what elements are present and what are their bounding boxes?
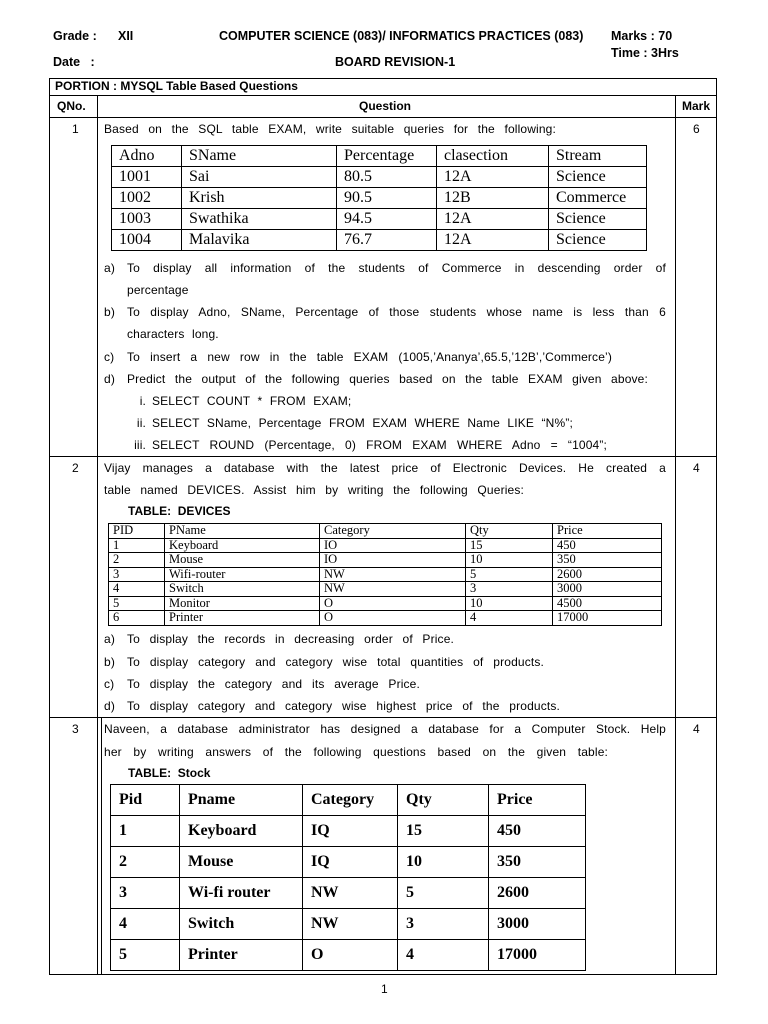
divider (49, 717, 717, 718)
table-cell: 10 (466, 596, 553, 611)
table-cell: 1003 (112, 209, 182, 230)
table-header-cell: PID (109, 524, 165, 539)
table-cell: 1002 (112, 188, 182, 209)
table-cell: IQ (303, 847, 398, 878)
question-intro: Based on the SQL table EXAM, write suitable queries for the following: (104, 122, 556, 136)
table-cell: Keyboard (165, 538, 320, 553)
table-cell: Switch (180, 909, 303, 940)
item-label: b) (104, 655, 115, 669)
item-text: To display the category and its average Price. (127, 677, 420, 691)
table-header-cell: Pid (111, 785, 180, 816)
table-cell: 12A (437, 230, 549, 251)
item-text: characters long. (127, 327, 219, 341)
table-cell: O (320, 611, 466, 626)
table-cell: 1 (111, 816, 180, 847)
table-cell: NW (320, 582, 466, 597)
portion-title: PORTION : MYSQL Table Based Questions (55, 79, 298, 93)
item-label: d) (104, 372, 115, 386)
table-cell: 15 (398, 816, 489, 847)
table-title: TABLE: DEVICES (128, 504, 231, 518)
table-cell: 76.7 (337, 230, 437, 251)
exam-table (111, 145, 647, 251)
table-cell: 2 (111, 847, 180, 878)
table-row (111, 940, 586, 971)
table-cell: 2 (109, 553, 165, 568)
table-cell: Krish (182, 188, 337, 209)
table-cell: IQ (303, 816, 398, 847)
item-text: To display category and category wise total quantities of products. (127, 655, 544, 669)
divider (49, 456, 717, 457)
item-label: d) (104, 699, 115, 713)
divider (49, 117, 717, 118)
table-cell: 350 (553, 553, 662, 568)
table-cell: 3 (466, 582, 553, 597)
table-cell: Swathika (182, 209, 337, 230)
table-row (109, 596, 662, 611)
table-cell: 10 (466, 553, 553, 568)
table-cell: 17000 (553, 611, 662, 626)
table-cell: NW (303, 909, 398, 940)
column-header-question: Question (359, 99, 412, 113)
table-cell: Monitor (165, 596, 320, 611)
time-allowed: Time : 3Hrs (611, 46, 679, 60)
table-header-cell: Price (553, 524, 662, 539)
table-cell: 1001 (112, 167, 182, 188)
table-row (112, 167, 647, 188)
table-cell: 12A (437, 167, 549, 188)
table-cell: 450 (489, 816, 586, 847)
table-cell: Wifi-router (165, 567, 320, 582)
table-cell: 94.5 (337, 209, 437, 230)
table-cell: 5 (466, 567, 553, 582)
table-cell: O (303, 940, 398, 971)
exam-title: COMPUTER SCIENCE (083)/ INFORMATICS PRACTICES (083) (219, 29, 584, 43)
question-mark: 4 (693, 722, 700, 736)
table-header-row (112, 146, 647, 167)
table-cell: Wi-fi router (180, 878, 303, 909)
table-cell: 4 (398, 940, 489, 971)
item-label: c) (104, 350, 115, 364)
table-header-cell: Category (303, 785, 398, 816)
table-header-cell: Price (489, 785, 586, 816)
table-cell: IO (320, 553, 466, 568)
table-row (112, 188, 647, 209)
table-cell: 1 (109, 538, 165, 553)
subitem-label: ii. (136, 416, 146, 430)
question-number: 2 (72, 461, 79, 475)
subitem-text: SELECT SName, Percentage FROM EXAM WHERE Name LIKE “N%”; (152, 416, 573, 430)
divider (49, 95, 717, 96)
table-row (109, 582, 662, 597)
table-cell: Malavika (182, 230, 337, 251)
item-text: To insert a new row in the table EXAM (1005,’Ananya’,65.5,’12B’,’Commerce’) (127, 350, 612, 364)
grade-value: XII (118, 29, 134, 43)
stock-table (110, 784, 586, 971)
table-cell: 5 (398, 878, 489, 909)
subitem-text: SELECT COUNT * FROM EXAM; (152, 394, 352, 408)
column-divider (97, 95, 98, 975)
table-row (111, 816, 586, 847)
table-header-cell: Stream (549, 146, 647, 167)
table-cell: 350 (489, 847, 586, 878)
column-header-qno: QNo. (57, 99, 86, 113)
item-text: percentage (127, 283, 189, 297)
item-text: To display the records in decreasing order of Price. (127, 632, 454, 646)
table-row (111, 847, 586, 878)
table-cell: 4 (466, 611, 553, 626)
table-cell: 5 (109, 596, 165, 611)
marks-total: Marks : 70 (611, 29, 673, 43)
table-cell: Keyboard (180, 816, 303, 847)
question-text: Naveen, a database administrator has designed a database for a Computer Stock. Help (104, 722, 666, 736)
table-cell: Mouse (165, 553, 320, 568)
table-cell: 450 (553, 538, 662, 553)
table-cell: 17000 (489, 940, 586, 971)
column-divider (101, 717, 102, 975)
question-mark: 6 (693, 122, 700, 136)
table-row (111, 878, 586, 909)
table-cell: 3 (111, 878, 180, 909)
table-cell: IO (320, 538, 466, 553)
item-text: To display all information of the students of Commerce in descending order of (127, 261, 666, 275)
table-cell: Sai (182, 167, 337, 188)
table-header-cell: clasection (437, 146, 549, 167)
item-label: c) (104, 677, 115, 691)
table-cell: 10 (398, 847, 489, 878)
subitem-text: SELECT ROUND (Percentage, 0) FROM EXAM WHERE Adno = “1004”; (152, 438, 607, 452)
grade-label: Grade : (53, 29, 97, 43)
date-label: Date : (53, 55, 95, 69)
table-cell: 2600 (553, 567, 662, 582)
table-cell: 2600 (489, 878, 586, 909)
table-cell: 90.5 (337, 188, 437, 209)
table-cell: 80.5 (337, 167, 437, 188)
table-cell: Printer (180, 940, 303, 971)
exam-subtitle: BOARD REVISION-1 (335, 55, 456, 69)
subitem-label: iii. (134, 438, 146, 452)
question-mark: 4 (693, 461, 700, 475)
table-cell: 12A (437, 209, 549, 230)
table-row (111, 909, 586, 940)
item-label: b) (104, 305, 115, 319)
question-text: Vijay manages a database with the latest price of Electronic Devices. He created a (104, 461, 666, 475)
table-title: TABLE: Stock (128, 766, 211, 780)
table-cell: O (320, 596, 466, 611)
table-row (112, 230, 647, 251)
table-cell: Science (549, 230, 647, 251)
table-cell: 3 (398, 909, 489, 940)
item-text: Predict the output of the following queries based on the table EXAM given above: (127, 372, 648, 386)
table-cell: NW (320, 567, 466, 582)
table-header-cell: Qty (398, 785, 489, 816)
table-header-cell: SName (182, 146, 337, 167)
column-header-mark: Mark (682, 99, 711, 113)
table-cell: 12B (437, 188, 549, 209)
table-row (109, 611, 662, 626)
table-cell: 3000 (489, 909, 586, 940)
table-row (109, 538, 662, 553)
question-text: her by writing answers of the following questions based on the given table: (104, 745, 608, 759)
item-text: To display Adno, SName, Percentage of those students whose name is less than 6 (127, 305, 666, 319)
table-cell: NW (303, 878, 398, 909)
table-header-cell: Adno (112, 146, 182, 167)
table-row (109, 567, 662, 582)
table-cell: Mouse (180, 847, 303, 878)
item-text: To display category and category wise highest price of the products. (127, 699, 560, 713)
item-label: a) (104, 632, 115, 646)
table-header-row (111, 785, 586, 816)
table-header-cell: PName (165, 524, 320, 539)
table-cell: 1004 (112, 230, 182, 251)
table-cell: 15 (466, 538, 553, 553)
item-label: a) (104, 261, 115, 275)
table-cell: Switch (165, 582, 320, 597)
table-cell: Science (549, 209, 647, 230)
table-cell: Science (549, 167, 647, 188)
page-number: 1 (381, 982, 388, 996)
table-cell: Printer (165, 611, 320, 626)
table-cell: 5 (111, 940, 180, 971)
table-cell: 4 (111, 909, 180, 940)
table-cell: 4 (109, 582, 165, 597)
devices-table (108, 523, 662, 626)
table-cell: Commerce (549, 188, 647, 209)
table-cell: 6 (109, 611, 165, 626)
table-cell: 3000 (553, 582, 662, 597)
question-number: 1 (72, 122, 79, 136)
column-divider (675, 95, 676, 975)
table-header-cell: Pname (180, 785, 303, 816)
question-number: 3 (72, 722, 79, 736)
table-cell: 3 (109, 567, 165, 582)
table-row (109, 553, 662, 568)
table-header-cell: Category (320, 524, 466, 539)
subitem-label: i. (139, 394, 146, 408)
table-cell: 4500 (553, 596, 662, 611)
table-header-cell: Percentage (337, 146, 437, 167)
question-text: table named DEVICES. Assist him by writing the following Queries: (104, 483, 524, 497)
table-header-cell: Qty (466, 524, 553, 539)
table-row (112, 209, 647, 230)
table-header-row (109, 524, 662, 539)
